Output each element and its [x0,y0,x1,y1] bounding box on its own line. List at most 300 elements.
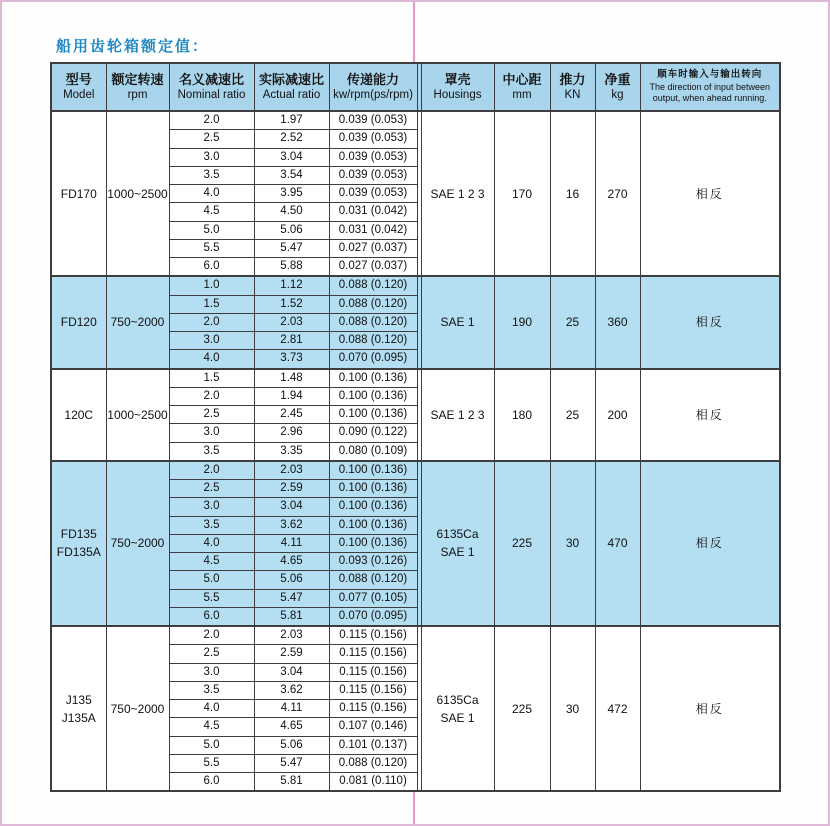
ratio-row [51,276,780,295]
actual-ratio-cell [254,498,329,516]
col-header-housings-en: Housings [433,88,482,101]
net-weight-cell-line: 472 [607,701,628,716]
actual-ratio-cell [254,130,329,148]
actual-ratio-cell [254,258,329,277]
capacity-cell [329,516,417,534]
col-header-net-weight [595,63,640,111]
thrust-cell-line: 16 [565,186,580,201]
nominal-ratio-cell [169,221,254,239]
capacity-cell [329,553,417,571]
nominal-ratio-cell [169,498,254,516]
actual-ratio-cell-line: 4.11 [280,536,303,549]
capacity-cell [329,663,417,681]
header-row [51,63,780,111]
nominal-ratio-cell-line: 2.0 [203,629,220,641]
capacity-cell-line: 0.100 (0.136) [338,536,408,549]
nominal-ratio-cell-line: 2.0 [203,463,220,476]
actual-ratio-cell-line: 4.50 [280,205,303,218]
actual-ratio-cell [254,663,329,681]
col-header-model-zh: 型号 [65,72,92,88]
nominal-ratio-cell-line: 3.0 [203,150,220,163]
direction-cell-line: 相反 [695,186,724,201]
nominal-ratio-cell-line: 6.0 [203,260,220,272]
capacity-cell-line: 0.115 (0.156) [339,683,407,696]
nominal-ratio-cell [169,663,254,681]
capacity-cell-line: 0.070 (0.095) [338,609,408,622]
housings-cell-line: SAE 1 [440,545,475,560]
actual-ratio-cell-line: 2.96 [280,426,303,439]
capacity-cell-line: 0.088 (0.120) [338,334,408,346]
actual-ratio-cell [254,295,329,313]
nominal-ratio-cell-line: 5.5 [203,756,220,769]
nominal-ratio-cell-line: 3.5 [203,683,220,696]
actual-ratio-cell [254,387,329,405]
actual-ratio-cell-line: 1.94 [280,389,303,402]
capacity-cell-line: 0.115 (0.156) [339,665,407,678]
actual-ratio-cell-line: 5.47 [280,756,303,769]
col-header-thrust-en: KN [564,88,581,101]
nominal-ratio-cell-line: 3.0 [203,665,220,678]
center-distance-cell-line: 225 [511,536,533,551]
nominal-ratio-cell-line: 3.0 [203,500,220,513]
capacity-cell-line: 0.080 (0.109) [338,444,408,457]
actual-ratio-cell [254,424,329,442]
capacity-cell-line: 0.115 (0.156) [339,702,407,714]
capacity-cell [329,276,417,295]
col-header-capacity-en: kw/rpm(ps/rpm) [333,88,413,101]
model-cell [51,461,106,626]
nominal-ratio-cell [169,480,254,498]
housings-cell-line: SAE 1 [440,315,475,330]
nominal-ratio-cell-line: 1.5 [203,371,220,384]
nominal-ratio-cell [169,571,254,589]
col-header-actual-zh: 实际减速比 [258,72,324,88]
capacity-cell [329,424,417,442]
col-header-weight-en: kg [611,88,624,101]
capacity-cell-line: 0.031 (0.042) [338,205,408,218]
actual-ratio-cell-line: 5.81 [280,609,303,622]
model-cell [51,276,106,368]
thrust-cell [550,626,595,791]
capacity-cell [329,736,417,754]
capacity-cell-line: 0.088 (0.120) [338,279,408,292]
capacity-cell-line: 0.088 (0.120) [338,756,408,769]
capacity-cell-line: 0.081 (0.110) [339,775,407,787]
nominal-ratio-cell [169,276,254,295]
page-title: 船用齿轮箱额定值： [56,39,210,55]
rated-speed-cell [106,369,169,461]
rated-speed-cell [106,626,169,791]
capacity-cell-line: 0.100 (0.136) [338,518,408,531]
actual-ratio-cell [254,626,329,645]
direction-cell [640,111,780,276]
nominal-ratio-cell-line: 4.5 [203,720,220,733]
actual-ratio-cell [254,350,329,369]
actual-ratio-cell-line: 5.47 [280,591,303,604]
capacity-cell-line: 0.107 (0.146) [338,720,408,733]
center-distance-cell-line: 225 [511,701,533,716]
model-cell [51,369,106,461]
capacity-cell-line: 0.039 (0.053) [338,150,408,163]
thrust-cell-line: 25 [565,407,580,422]
nominal-ratio-cell [169,461,254,480]
col-header-housings [421,63,494,111]
capacity-cell [329,589,417,607]
nominal-ratio-cell-line: 3.5 [203,518,220,531]
direction-cell [640,461,780,626]
thrust-cell-line: 25 [565,315,580,330]
actual-ratio-cell [254,276,329,295]
capacity-cell [329,130,417,148]
direction-cell-line: 相反 [695,315,724,330]
col-header-model [51,63,106,111]
housings-cell-line: SAE 1 2 3 [430,407,485,422]
housings-cell-line: SAE 1 [440,710,475,725]
actual-ratio-cell-line: 2.81 [280,334,303,346]
ratio-row [51,626,780,645]
actual-ratio-cell-line: 3.04 [280,150,303,163]
actual-ratio-cell-line: 4.11 [280,702,303,714]
nominal-ratio-cell [169,754,254,772]
capacity-cell-line: 0.100 (0.136) [338,463,408,476]
capacity-cell-line: 0.031 (0.042) [338,223,408,236]
nominal-ratio-cell [169,442,254,461]
nominal-ratio-cell [169,185,254,203]
net-weight-cell-line: 470 [607,536,628,551]
center-distance-cell-line: 190 [511,315,533,330]
actual-ratio-cell [254,718,329,736]
capacity-cell-line: 0.027 (0.037) [338,241,408,254]
nominal-ratio-cell [169,645,254,663]
actual-ratio-cell [254,239,329,257]
net-weight-cell [595,111,640,276]
nominal-ratio-cell-line: 4.0 [203,187,220,199]
net-weight-cell [595,461,640,626]
actual-ratio-cell-line: 5.06 [280,223,303,236]
actual-ratio-cell-line: 3.54 [280,168,303,181]
nominal-ratio-cell [169,406,254,424]
direction-cell [640,369,780,461]
model-cell-line: J135A [61,710,96,725]
capacity-cell-line: 0.100 (0.136) [338,482,408,494]
col-header-direction [640,63,780,111]
capacity-cell-line: 0.077 (0.105) [338,591,408,604]
capacity-cell [329,387,417,405]
net-weight-cell-line: 200 [607,407,628,422]
model-cell-line: FD135 [60,527,97,542]
table-body [51,111,780,791]
actual-ratio-cell [254,480,329,498]
housings-cell-line: 6135Ca [436,692,479,707]
housings-cell-line: SAE 1 2 3 [430,186,485,201]
actual-ratio-cell-line: 3.04 [280,500,303,513]
actual-ratio-cell-line: 5.47 [280,241,303,254]
nominal-ratio-cell [169,130,254,148]
nominal-ratio-cell-line: 2.5 [203,132,220,145]
nominal-ratio-cell [169,203,254,221]
actual-ratio-cell [254,461,329,480]
net-weight-cell-line: 360 [607,315,628,330]
col-header-center-en: mm [512,88,532,101]
thrust-cell [550,276,595,368]
capacity-cell [329,480,417,498]
center-distance-cell [494,111,550,276]
capacity-cell [329,461,417,480]
nominal-ratio-cell [169,516,254,534]
col-header-speed-en: rpm [127,88,148,101]
thrust-cell [550,369,595,461]
col-header-speed-zh: 额定转速 [111,72,164,88]
thrust-cell-line: 30 [565,701,580,716]
nominal-ratio-cell-line: 6.0 [203,609,220,622]
model-cell-line: 120C [64,407,94,422]
capacity-cell-line: 0.088 (0.120) [338,573,408,586]
nominal-ratio-cell-line: 5.0 [203,223,220,236]
col-header-center-zh: 中心距 [502,72,542,88]
rated-speed-cell-line: 1000~2500 [107,186,168,201]
capacity-cell-line: 0.100 (0.136) [338,408,408,420]
nominal-ratio-cell-line: 4.5 [203,555,220,567]
actual-ratio-cell-line: 1.12 [280,279,303,292]
capacity-cell [329,700,417,718]
housings-cell [421,276,494,368]
capacity-cell [329,645,417,663]
nominal-ratio-cell [169,718,254,736]
nominal-ratio-cell-line: 2.5 [203,482,220,494]
capacity-cell-line: 0.070 (0.095) [338,352,408,365]
nominal-ratio-cell-line: 4.0 [203,536,220,549]
actual-ratio-cell [254,589,329,607]
capacity-cell [329,718,417,736]
housings-cell [421,461,494,626]
capacity-cell-line: 0.027 (0.037) [338,260,408,272]
capacity-cell [329,313,417,331]
actual-ratio-cell-line: 4.65 [280,555,303,567]
model-cell-line: FD135A [56,545,101,560]
actual-ratio-cell [254,148,329,166]
col-header-capacity-zh: 传递能力 [346,72,399,88]
col-header-weight-zh: 净重 [604,72,631,88]
capacity-cell [329,681,417,699]
actual-ratio-cell [254,516,329,534]
actual-ratio-cell-line: 2.03 [280,629,303,641]
nominal-ratio-cell-line: 2.0 [203,114,220,126]
rated-speed-cell [106,276,169,368]
nominal-ratio-cell-line: 5.5 [203,591,220,604]
actual-ratio-cell-line: 2.03 [280,315,303,328]
nominal-ratio-cell [169,626,254,645]
nominal-ratio-cell-line: 2.5 [203,408,220,420]
nominal-ratio-cell-line: 1.5 [203,297,220,310]
actual-ratio-cell-line: 1.52 [280,297,303,310]
direction-cell [640,276,780,368]
nominal-ratio-cell [169,148,254,166]
net-weight-cell-line: 270 [607,186,628,201]
actual-ratio-cell [254,406,329,424]
nominal-ratio-cell [169,369,254,388]
center-distance-cell-line: 180 [511,407,533,422]
nominal-ratio-cell-line: 2.5 [203,647,220,660]
rated-speed-cell [106,111,169,276]
capacity-cell [329,350,417,369]
col-header-nominal-zh: 名义减速比 [178,72,244,88]
capacity-cell-line: 0.100 (0.136) [338,371,408,384]
col-header-thrust-zh: 推力 [559,72,586,88]
nominal-ratio-cell [169,589,254,607]
nominal-ratio-cell [169,700,254,718]
capacity-cell [329,148,417,166]
direction-cell-line: 相反 [695,536,724,551]
net-weight-cell [595,276,640,368]
capacity-cell [329,406,417,424]
rated-speed-cell-line: 1000~2500 [107,407,168,422]
capacity-cell-line: 0.100 (0.136) [338,500,408,513]
actual-ratio-cell-line: 3.35 [280,444,303,457]
actual-ratio-cell [254,645,329,663]
actual-ratio-cell-line: 1.97 [280,114,303,126]
capacity-cell [329,166,417,184]
nominal-ratio-cell-line: 3.5 [203,444,220,457]
capacity-cell-line: 0.093 (0.126) [338,555,408,567]
col-header-direction-zh: 顺车时输入与输出转向 [657,70,763,81]
col-header-nominal-en: Nominal ratio [177,88,246,101]
actual-ratio-cell-line: 5.06 [280,573,303,586]
nominal-ratio-cell [169,332,254,350]
capacity-cell [329,607,417,626]
col-header-thrust [550,63,595,111]
capacity-cell [329,258,417,277]
nominal-ratio-cell-line: 1.0 [203,279,220,292]
actual-ratio-cell-line: 2.52 [280,132,303,145]
actual-ratio-cell-line: 2.59 [280,482,303,494]
capacity-cell [329,369,417,388]
actual-ratio-cell-line: 5.88 [280,260,303,272]
net-weight-cell [595,369,640,461]
capacity-cell-line: 0.088 (0.120) [338,315,408,328]
capacity-cell [329,571,417,589]
actual-ratio-cell [254,754,329,772]
nominal-ratio-cell [169,295,254,313]
nominal-ratio-cell [169,350,254,369]
actual-ratio-cell-line: 4.65 [280,720,303,733]
nominal-ratio-cell [169,607,254,626]
capacity-cell-line: 0.115 (0.156) [339,647,407,660]
actual-ratio-cell-line: 3.62 [280,518,303,531]
capacity-cell-line: 0.088 (0.120) [338,297,408,310]
col-header-housings-zh: 罩壳 [444,72,471,88]
ratio-row [51,461,780,480]
center-distance-cell [494,276,550,368]
nominal-ratio-cell-line: 4.0 [203,702,220,714]
direction-cell-line: 相反 [695,407,724,422]
actual-ratio-cell [254,166,329,184]
nominal-ratio-cell [169,239,254,257]
actual-ratio-cell [254,313,329,331]
capacity-cell [329,111,417,130]
col-header-nominal-ratio [169,63,254,111]
nominal-ratio-cell-line: 2.0 [203,389,220,402]
rated-speed-cell-line: 750~2000 [110,536,165,551]
capacity-cell [329,754,417,772]
capacity-cell [329,332,417,350]
actual-ratio-cell [254,553,329,571]
actual-ratio-cell-line: 1.48 [280,371,303,384]
actual-ratio-cell-line: 5.81 [280,775,303,787]
capacity-cell [329,185,417,203]
actual-ratio-cell-line: 2.45 [280,408,303,420]
capacity-cell-line: 0.039 (0.053) [338,187,408,199]
capacity-cell [329,626,417,645]
center-distance-cell [494,626,550,791]
ratio-row [51,369,780,388]
center-distance-cell [494,461,550,626]
nominal-ratio-cell [169,553,254,571]
actual-ratio-cell [254,700,329,718]
capacity-cell [329,203,417,221]
nominal-ratio-cell [169,313,254,331]
actual-ratio-cell-line: 2.59 [280,647,303,660]
nominal-ratio-cell [169,736,254,754]
col-header-speed [106,63,169,111]
actual-ratio-cell [254,681,329,699]
col-header-model-en: Model [63,88,95,101]
actual-ratio-cell [254,185,329,203]
actual-ratio-cell [254,369,329,388]
model-cell-line: J135 [65,692,92,707]
capacity-cell [329,534,417,552]
capacity-cell [329,773,417,792]
nominal-ratio-cell-line: 4.5 [203,205,220,218]
nominal-ratio-cell-line: 5.5 [203,241,220,254]
nominal-ratio-cell [169,773,254,792]
center-distance-cell-line: 170 [511,186,533,201]
nominal-ratio-cell [169,166,254,184]
actual-ratio-cell [254,442,329,461]
housings-cell [421,626,494,791]
model-cell [51,626,106,791]
thrust-cell [550,461,595,626]
nominal-ratio-cell [169,111,254,130]
rated-speed-cell-line: 750~2000 [110,701,165,716]
col-header-actual-ratio [254,63,329,111]
actual-ratio-cell [254,571,329,589]
col-header-capacity [329,63,417,111]
nominal-ratio-cell-line: 2.0 [203,315,220,328]
nominal-ratio-cell-line: 6.0 [203,775,220,787]
nominal-ratio-cell-line: 3.0 [203,334,220,346]
actual-ratio-cell-line: 3.62 [280,683,303,696]
capacity-cell [329,442,417,461]
center-distance-cell [494,369,550,461]
net-weight-cell [595,626,640,791]
direction-cell [640,626,780,791]
col-header-center-distance [494,63,550,111]
nominal-ratio-cell [169,681,254,699]
actual-ratio-cell-line: 3.04 [280,665,303,678]
capacity-cell [329,295,417,313]
nominal-ratio-cell [169,534,254,552]
actual-ratio-cell [254,607,329,626]
col-header-direction-en2: output, when ahead running. [652,93,767,104]
model-cell [51,111,106,276]
rated-speed-cell-line: 750~2000 [110,315,165,330]
col-header-actual-en: Actual ratio [262,88,321,101]
actual-ratio-cell [254,332,329,350]
capacity-cell-line: 0.115 (0.156) [339,629,407,641]
actual-ratio-cell [254,534,329,552]
nominal-ratio-cell-line: 5.0 [203,573,220,586]
gearbox-ratings-table [50,62,781,792]
